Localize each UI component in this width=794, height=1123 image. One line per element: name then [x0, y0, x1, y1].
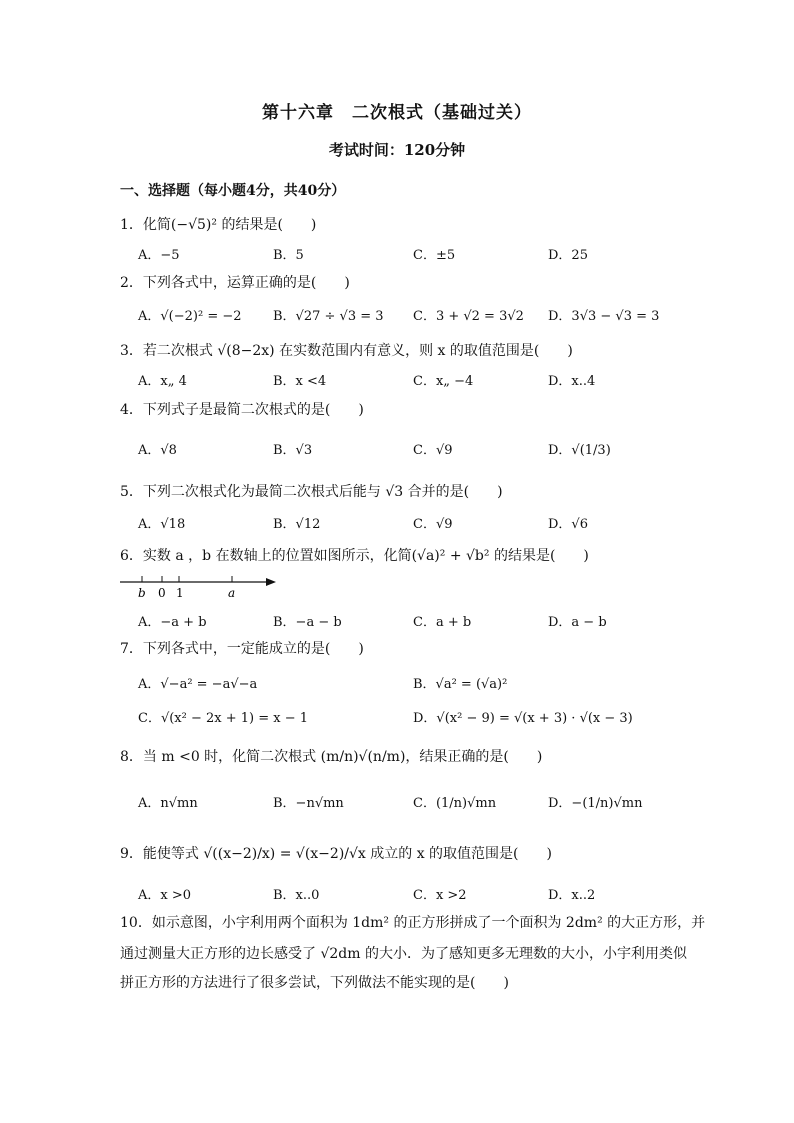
q4-option-b: B．√3	[273, 443, 313, 458]
q3-option-a: A．x„ 4	[138, 374, 187, 389]
q4-option-a: A．√8	[138, 443, 177, 458]
q7-option-b: B．√a² = (√a)²	[413, 677, 508, 692]
q8-option-a: A．n√mn	[138, 796, 198, 811]
exam-time: 考试时间：120分钟	[328, 141, 466, 159]
q5-option-c: C．√9	[413, 517, 453, 532]
question-1-stem: 1．化简(−√5)² 的结果是( )	[120, 217, 317, 233]
page-title: 第十六章 二次根式（基础过关）	[262, 103, 532, 123]
q1-option-c: C．±5	[413, 248, 456, 263]
q3-option-c: C．x„ −4	[413, 374, 474, 389]
question-7-stem: 7．下列各式中，一定能成立的是( )	[120, 641, 364, 657]
question-5-stem: 5．下列二次根式化为最简二次根式后能与 √3 合并的是( )	[120, 484, 503, 500]
q5-option-b: B．√12	[273, 517, 321, 532]
q7-option-d: D．√(x² − 9) = √(x + 3) · √(x − 3)	[413, 711, 633, 726]
q2-option-c: C．3 + √2 = 3√2	[413, 309, 524, 324]
q6-option-d: D．a − b	[548, 615, 607, 630]
q5-option-a: A．√18	[138, 517, 186, 532]
q9-option-a: A．x >0	[138, 888, 192, 903]
q2-option-a: A．√(−2)² = −2	[138, 309, 242, 324]
question-10-line-2: 通过测量大正方形的边长感受了 √2dm 的大小．为了感知更多无理数的大小，小宇利用类似	[120, 946, 687, 962]
q8-option-c: C．(1/n)√mn	[413, 796, 497, 811]
q2-option-d: D．3√3 − √3 = 3	[548, 309, 660, 324]
q4-option-c: C．√9	[413, 443, 453, 458]
label-a: a	[228, 586, 236, 600]
q2-option-b: B．√27 ÷ √3 = 3	[273, 309, 384, 324]
q7-option-c: C．√(x² − 2x + 1) = x − 1	[138, 711, 309, 726]
q6-option-c: C．a + b	[413, 615, 472, 630]
question-3-stem: 3．若二次根式 √(8−2x) 在实数范围内有意义，则 x 的取值范围是( )	[120, 343, 573, 359]
number-line-arrow	[266, 578, 276, 586]
q3-option-d: D．x..4	[548, 374, 596, 389]
q3-option-b: B．x <4	[273, 374, 327, 389]
q7-option-a: A．√−a² = −a√−a	[138, 677, 258, 692]
question-2-stem: 2．下列各式中，运算正确的是( )	[120, 275, 350, 291]
q8-option-d: D．−(1/n)√mn	[548, 796, 643, 811]
q1-option-b: B．5	[273, 248, 304, 263]
question-9-stem: 9．能使等式 √((x−2)/x) = √(x−2)/√x 成立的 x 的取值范围是( )	[120, 846, 552, 862]
question-6-stem: 6．实数 a ，b 在数轴上的位置如图所示，化简(√a)² + √b² 的结果是( )	[120, 548, 589, 564]
q6-option-a: A．−a + b	[138, 615, 207, 630]
question-4-stem: 4．下列式子是最简二次根式的是( )	[120, 402, 364, 418]
q9-option-c: C．x >2	[413, 888, 467, 903]
q1-option-a: A．−5	[138, 248, 180, 263]
label-1: 1	[176, 586, 184, 600]
question-10-line-3: 拼正方形的方法进行了很多尝试，下列做法不能实现的是( )	[120, 975, 509, 991]
label-0: 0	[158, 586, 166, 600]
q4-option-d: D．√(1/3)	[548, 443, 611, 458]
q6-option-b: B．−a − b	[273, 615, 342, 630]
question-10-line-1: 10．如示意图，小宇利用两个面积为 1dm² 的正方形拼成了一个面积为 2dm² 的大正方形，并	[120, 915, 706, 931]
question-8-stem: 8．当 m <0 时，化简二次根式 (m/n)√(n/m)，结果正确的是( )	[120, 749, 543, 765]
label-b: b	[138, 586, 146, 600]
q9-option-d: D．x..2	[548, 888, 596, 903]
number-line-figure	[118, 572, 283, 602]
q5-option-d: D．√6	[548, 517, 588, 532]
q8-option-b: B．−n√mn	[273, 796, 344, 811]
section-heading: 一、选择题（每小题4分，共40分）	[120, 183, 346, 199]
q1-option-d: D．25	[548, 248, 588, 263]
q9-option-b: B．x..0	[273, 888, 320, 903]
